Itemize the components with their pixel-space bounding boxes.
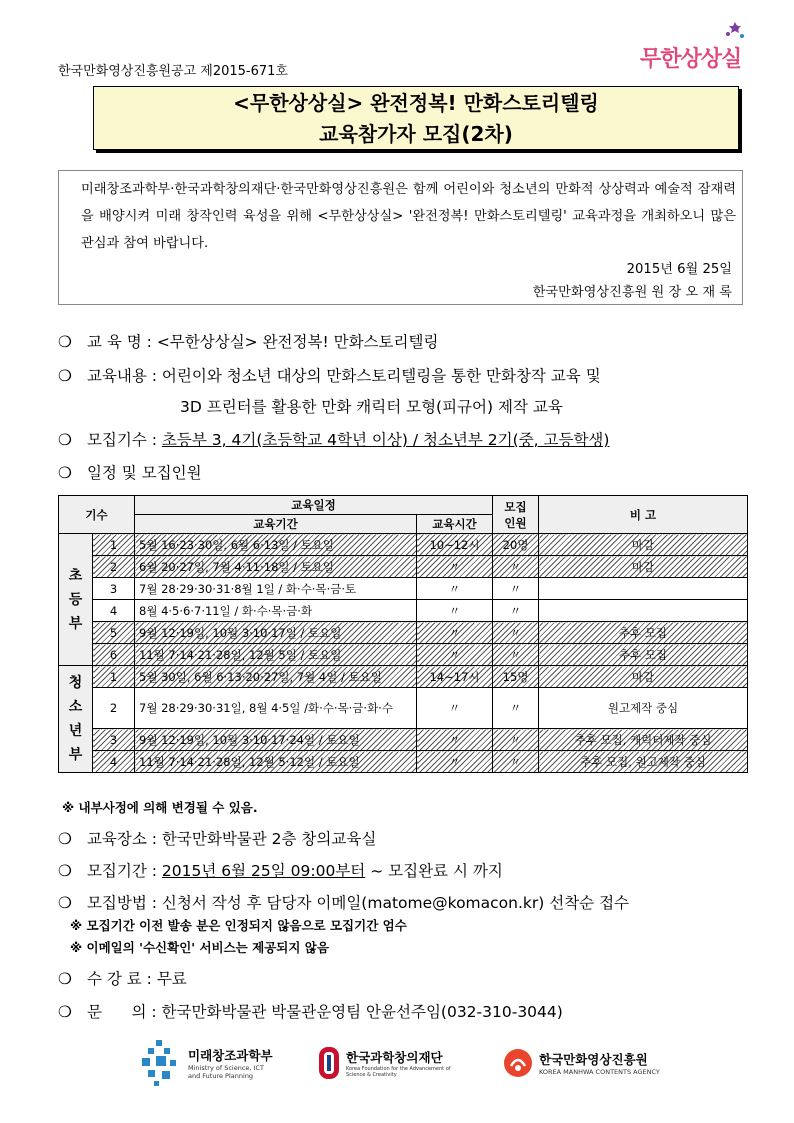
intro-box — [58, 170, 743, 305]
title-line-2: 교육참가자 모집(2차) — [319, 122, 513, 146]
edu-name-value: <무한상상실> 완전정복! 만화스토리텔링 — [156, 333, 439, 351]
item-recruit-count — [58, 428, 609, 450]
cell-count: 〃 — [493, 578, 539, 600]
footer-logo-msip — [138, 1028, 278, 1098]
schedule-label: 일정 및 모집인원 — [86, 464, 202, 482]
msip-logo-icon — [138, 1038, 182, 1088]
cell-no: 1 — [93, 666, 135, 688]
cell-time: 〃 — [417, 644, 493, 666]
cell-note — [539, 600, 748, 622]
title-box — [93, 86, 739, 150]
cell-period: 7월 28·29·30·31일, 8월 4·5일 /화·수·목·금·화·수 — [135, 688, 417, 729]
table-row — [59, 688, 748, 729]
cell-time: 〃 — [417, 556, 493, 578]
cell-no: 4 — [93, 600, 135, 622]
header-period: 교육기간 — [135, 515, 417, 534]
item-edu-name — [58, 330, 438, 352]
cell-no: 1 — [93, 534, 135, 556]
cell-period: 5월 30일, 6월 6·13·20·27일, 7월 4일 / 토요일 — [135, 666, 417, 688]
cell-note: 마감 — [539, 556, 748, 578]
cell-note — [539, 578, 748, 600]
cell-count: 〃 — [493, 751, 539, 773]
period-label: 모집기간 : — [86, 862, 157, 880]
cell-time: 〃 — [417, 729, 493, 751]
cell-time: 〃 — [417, 751, 493, 773]
cell-no: 3 — [93, 729, 135, 751]
cell-note: 마감 — [539, 666, 748, 688]
cell-note: 마감 — [539, 534, 748, 556]
logo-text-value: 무한상상실 — [640, 47, 742, 72]
recruit-count-value: 초등부 3, 4기(초등학교 4학년 이상) / 청소년부 2기(중, 고등학생) — [161, 431, 610, 449]
circle-bullet-icon: ❍ — [58, 367, 72, 385]
cell-note: 추후 모집, 캐릭터제작 중심 — [539, 729, 748, 751]
group-elementary: 초 등 부 — [59, 534, 93, 666]
cell-period: 5월 16·23·30일, 6월 6·13일 / 토요일 — [135, 534, 417, 556]
cell-time: 〃 — [417, 688, 493, 729]
cell-period: 11월 7·14·21·28일, 12월 5일 / 토요일 — [135, 644, 417, 666]
cell-period: 11월 7·14·21·28일, 12월 5·12일 / 토요일 — [135, 751, 417, 773]
logo-text — [640, 42, 741, 73]
fee-value: 무료 — [156, 970, 187, 988]
table-row — [59, 556, 748, 578]
place-label: 교육장소 : — [86, 830, 157, 848]
cell-no: 3 — [93, 578, 135, 600]
period-value: 2015년 6월 25일 09:00부터 — [161, 862, 366, 880]
item-contact — [58, 1000, 563, 1022]
footer-logo-kofac — [318, 1028, 466, 1098]
komacon-name-en: KOREA MANHWA CONTENTS AGENCY — [539, 1068, 660, 1076]
cell-count: 〃 — [493, 600, 539, 622]
cell-no: 2 — [93, 688, 135, 729]
cell-no: 5 — [93, 622, 135, 644]
msip-name-en: Ministry of Science, ICT and Future Planning — [188, 1064, 264, 1080]
edu-content-value-1: 어린이와 청소년 대상의 만화스토리텔링을 통한 만화창작 교육 및 — [161, 367, 601, 385]
header-edu-schedule: 교육일정 — [135, 496, 493, 515]
kofac-name-en: Korea Foundation for the Advancement of Science & Creativity — [346, 1066, 451, 1078]
cell-note: 추후 모집 — [539, 644, 748, 666]
item-fee — [58, 967, 187, 989]
edu-content-value-2: 3D 프린터를 활용한 만화 캐릭터 모형(피규어) 제작 교육 — [180, 398, 563, 416]
elementary-rows — [59, 534, 748, 666]
place-value: 한국만화박물관 2층 창의교육실 — [161, 830, 377, 848]
kofac-logo-icon — [318, 1046, 340, 1080]
edu-content-label: 교육내용 : — [86, 367, 157, 385]
table-row — [59, 666, 748, 688]
table-row — [59, 751, 748, 773]
table-row — [59, 600, 748, 622]
cell-no: 4 — [93, 751, 135, 773]
item-edu-content — [58, 364, 601, 386]
circle-bullet-icon: ❍ — [58, 333, 72, 351]
cell-time: 〃 — [417, 578, 493, 600]
fee-label: 수 강 료 : — [86, 970, 152, 988]
circle-bullet-icon: ❍ — [58, 862, 72, 880]
cell-no: 6 — [93, 644, 135, 666]
cell-count: 〃 — [493, 622, 539, 644]
cell-time: 10~12시 — [417, 534, 493, 556]
msip-name: 미래창조과학부 — [188, 1048, 273, 1063]
group-youth: 청 소 년 부 — [59, 666, 93, 773]
footer-logo-komacon — [503, 1028, 660, 1098]
cell-period: 9월 12·19일, 10월 3·10·17·24일 / 토요일 — [135, 729, 417, 751]
cell-count: 20명 — [493, 534, 539, 556]
cell-count: 〃 — [493, 729, 539, 751]
contact-label: 문 의 : — [86, 1003, 157, 1021]
table-row — [59, 622, 748, 644]
receipt-note: ※ 이메일의 '수신확인' 서비스는 제공되지 않음 — [70, 940, 329, 955]
intro-text: 미래창조과학부·한국과학창의재단·한국만화영상진흥원은 함께 어린이와 청소년의 만화적 상상력과 예술적 잠재력을 배양시켜 미래 창작인력 육성을 위해 <무한상상실> '완전정복! 만화스토리텔링' 교육과정을 개최하오니 많은 관심과 참여 바랍니다. — [81, 182, 737, 251]
circle-bullet-icon: ❍ — [58, 830, 72, 848]
method-label: 모집방법 : — [86, 894, 157, 912]
header-note: 비 고 — [539, 496, 748, 534]
method-value: 신청서 작성 후 담당자 이메일(matome@komacon.kr) 선착순 접수 — [161, 894, 630, 912]
item-schedule — [58, 461, 202, 483]
circle-bullet-icon: ❍ — [58, 894, 72, 912]
cell-note: 추후 모집, 원고제작 중심 — [539, 751, 748, 773]
item-place — [58, 827, 376, 849]
cell-no: 2 — [93, 556, 135, 578]
table-row — [59, 729, 748, 751]
cell-period: 8월 4·5·6·7·11일 / 화·수·목·금·화 — [135, 600, 417, 622]
cell-count: 〃 — [493, 644, 539, 666]
title-line-1: <무한상상실> 완전정복! 만화스토리텔링 — [233, 91, 599, 115]
circle-bullet-icon: ❍ — [58, 970, 72, 988]
cell-time: 〃 — [417, 622, 493, 644]
header-recruit: 모집 인원 — [493, 496, 539, 534]
cell-count: 〃 — [493, 556, 539, 578]
edu-name-label: 교 육 명 : — [86, 333, 152, 351]
table-row — [59, 644, 748, 666]
schedule-table — [58, 495, 748, 773]
notice-number: 한국만화영상진흥원공고 제2015-671호 — [58, 64, 288, 79]
contact-value: 한국만화박물관 박물관운영팀 안윤선주임(032-310-3044) — [161, 1003, 563, 1021]
circle-bullet-icon: ❍ — [58, 431, 72, 449]
cell-time: 14~17시 — [417, 666, 493, 688]
intro-date: 2015년 6월 25일 — [626, 262, 732, 277]
cell-period: 6월 20·27일, 7월 4·11·18일 / 토요일 — [135, 556, 417, 578]
cell-time: 〃 — [417, 600, 493, 622]
recruit-count-label: 모집기수 : — [86, 431, 157, 449]
mugan-sangsangsil-logo — [640, 20, 750, 80]
cell-note: 추후 모집 — [539, 622, 748, 644]
cell-count: 〃 — [493, 688, 539, 729]
cell-period: 9월 12·19일, 10월 3·10·17일 / 토요일 — [135, 622, 417, 644]
circle-bullet-icon: ❍ — [58, 464, 72, 482]
deadline-note: ※ 모집기간 이전 발송 분은 인정되지 않음으로 모집기간 엄수 — [70, 918, 407, 933]
item-period — [58, 859, 503, 881]
cell-count: 15명 — [493, 666, 539, 688]
cell-note: 원고제작 중심 — [539, 688, 748, 729]
table-row — [59, 534, 748, 556]
circle-bullet-icon: ❍ — [58, 1003, 72, 1021]
youth-rows — [59, 666, 748, 773]
kofac-name: 한국과학창의재단 — [346, 1050, 443, 1065]
item-method — [58, 891, 629, 913]
cell-period: 7월 28·29·30·31·8월 1일 / 화·수·목·금·토 — [135, 578, 417, 600]
komacon-name: 한국만화영상진흥원 — [539, 1052, 648, 1067]
intro-org: 한국만화영상진흥원 원 장 오 재 록 — [532, 285, 732, 300]
header-time: 교육시간 — [417, 515, 493, 534]
change-note: ※ 내부사정에 의해 변경될 수 있음. — [62, 800, 258, 815]
table-row — [59, 578, 748, 600]
period-value-rest: ~ 모집완료 시 까지 — [365, 862, 503, 880]
header-gisu: 기수 — [59, 496, 135, 534]
komacon-logo-icon — [503, 1048, 533, 1078]
